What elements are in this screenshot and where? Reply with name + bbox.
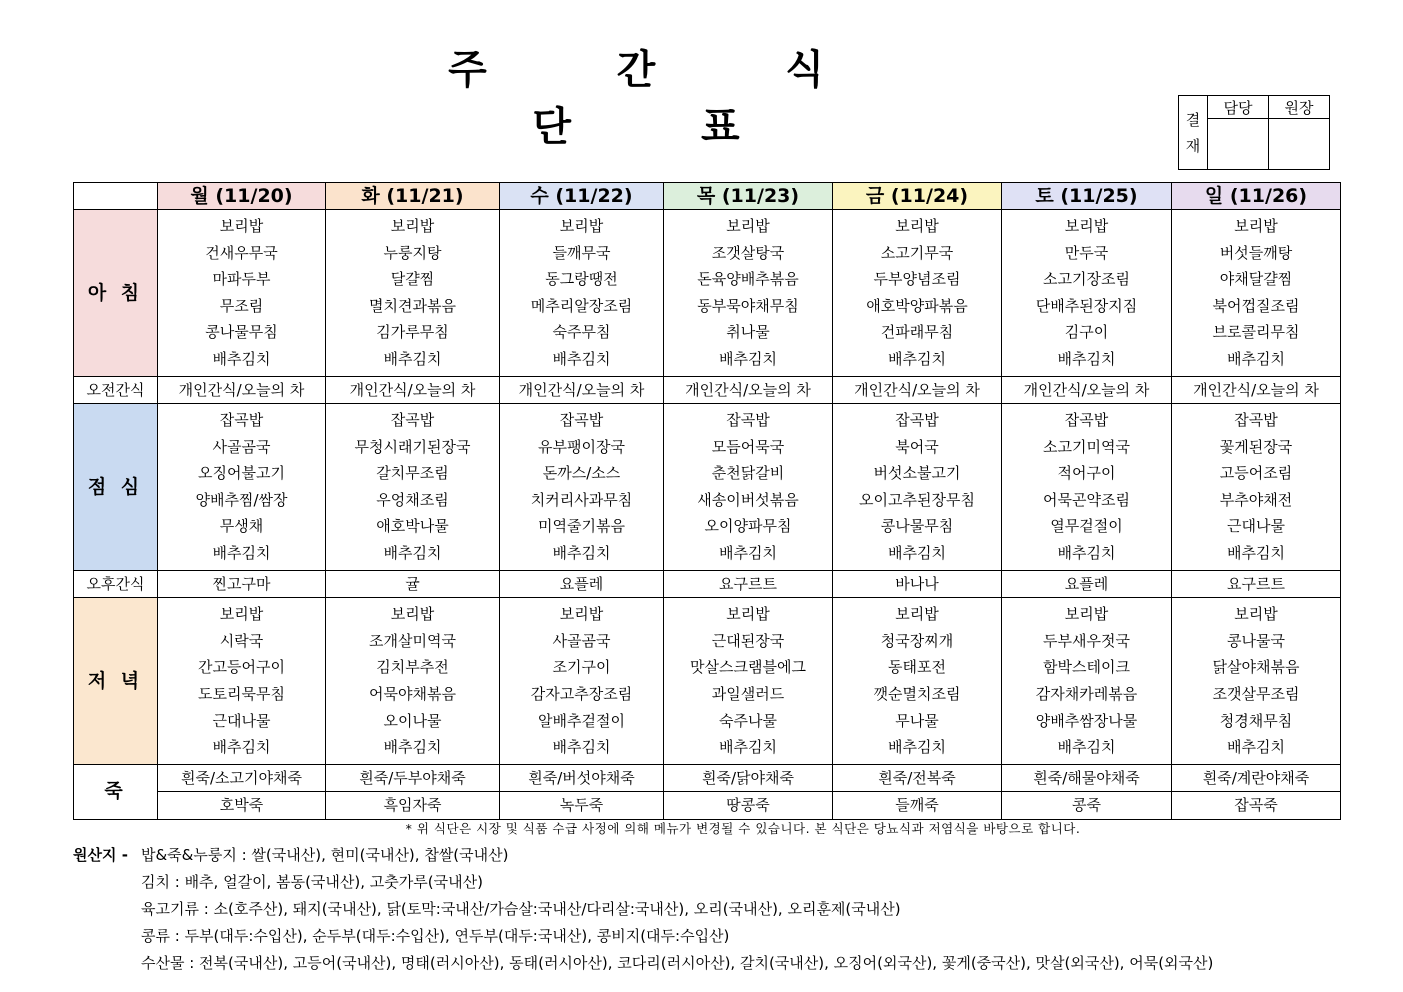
menu-item: 만두국 bbox=[1064, 243, 1109, 262]
menu-item: 깻순멸치조림 bbox=[873, 684, 961, 703]
lunch-cell bbox=[1002, 404, 1172, 571]
menu-item: 간고등어구이 bbox=[198, 658, 285, 677]
menu-item: 취나물 bbox=[726, 323, 770, 342]
menu-item: 배추김치 bbox=[1227, 544, 1285, 563]
lunch-cell bbox=[664, 404, 833, 571]
menu-item: 보리밥 bbox=[219, 605, 264, 624]
menu-item: 청경채무침 bbox=[1219, 711, 1293, 730]
porridge-cell: 흑임자죽 bbox=[326, 792, 500, 820]
menu-item: 조갯살탕국 bbox=[711, 243, 785, 262]
menu-item: 숙주나물 bbox=[719, 711, 777, 730]
snack-cell: 귤 bbox=[326, 570, 500, 598]
meal-label-porridge: 죽 bbox=[74, 764, 158, 819]
menu-item: 배추김치 bbox=[552, 738, 611, 757]
menu-item: 갈치무조림 bbox=[376, 464, 449, 483]
menu-item: 버섯들깨탕 bbox=[1219, 243, 1293, 262]
meal-label-pm-snack: 오후간식 bbox=[74, 570, 158, 598]
menu-item: 배추김치 bbox=[1227, 349, 1285, 368]
porridge-cell: 호박죽 bbox=[158, 792, 326, 820]
menu-item: 감자채카레볶음 bbox=[1035, 684, 1138, 703]
porridge-cell: 흰죽/전복죽 bbox=[833, 764, 1002, 792]
breakfast-cell bbox=[1172, 210, 1341, 377]
menu-item: 보리밥 bbox=[390, 605, 435, 624]
am-snack-row bbox=[74, 376, 1341, 404]
menu-item: 콩나물무침 bbox=[880, 517, 954, 536]
approval-side-label: 결 재 bbox=[1179, 96, 1208, 170]
breakfast-cell bbox=[833, 210, 1002, 377]
porridge-cell: 잡곡죽 bbox=[1172, 792, 1341, 820]
menu-item: 소고기미역국 bbox=[1043, 437, 1130, 456]
menu-item: 근대나물 bbox=[1227, 517, 1285, 536]
menu-item: 보리밥 bbox=[1234, 217, 1278, 235]
menu-item: 조갯살무조림 bbox=[1212, 684, 1300, 703]
menu-item: 잡곡밥 bbox=[390, 411, 435, 430]
menu-item: 야채달걀찜 bbox=[1219, 270, 1293, 289]
menu-item: 꽃게된장국 bbox=[1219, 437, 1293, 456]
snack-cell: 개인간식/오늘의 차 bbox=[500, 376, 664, 404]
menu-item: 두부양념조림 bbox=[873, 270, 961, 289]
menu-item: 오이고추된장무침 bbox=[859, 490, 975, 509]
menu-item: 어묵곤약조림 bbox=[1043, 490, 1130, 509]
menu-item: 애호박나물 bbox=[376, 517, 449, 536]
approval-col-director: 원장 bbox=[1269, 96, 1330, 119]
menu-item: 잡곡밥 bbox=[559, 411, 604, 430]
menu-item: 두부새우젓국 bbox=[1043, 631, 1130, 650]
menu-item: 김구이 bbox=[1064, 323, 1109, 342]
porridge-cell: 들깨죽 bbox=[833, 792, 1002, 820]
approval-sign-manager[interactable] bbox=[1208, 119, 1269, 170]
origin-line: 밥&죽&누룽지 : 쌀(국내산), 현미(국내산), 찹쌀(국내산) bbox=[141, 846, 509, 864]
menu-item: 메추리알장조림 bbox=[530, 296, 633, 315]
menu-item: 배추김치 bbox=[1057, 349, 1116, 368]
menu-item: 소고기장조림 bbox=[1043, 270, 1130, 289]
menu-item: 무생채 bbox=[219, 517, 264, 536]
snack-cell: 요구르트 bbox=[664, 570, 833, 598]
origin-line: 콩류 : 두부(대두:수입산), 순두부(대두:수입산), 연두부(대두:국내산), 콩비지(대두:수입산) bbox=[141, 927, 730, 945]
menu-item: 오이양파무침 bbox=[704, 517, 792, 536]
day-header: 월 (11/20) bbox=[158, 183, 326, 210]
menu-item: 브로콜리무침 bbox=[1212, 323, 1300, 342]
menu-item: 콩나물무침 bbox=[205, 323, 278, 342]
menu-item: 북어껍질조림 bbox=[1212, 296, 1300, 315]
menu-item: 청국장찌개 bbox=[880, 631, 954, 650]
menu-item: 조기구이 bbox=[552, 658, 611, 677]
meal-label-breakfast: 아 침 bbox=[74, 210, 158, 377]
menu-item: 잡곡밥 bbox=[1234, 411, 1278, 430]
snack-cell: 바나나 bbox=[833, 570, 1002, 598]
menu-item: 돈까스/소스 bbox=[542, 464, 621, 483]
snack-cell: 찐고구마 bbox=[158, 570, 326, 598]
breakfast-cell bbox=[1002, 210, 1172, 377]
menu-item: 잡곡밥 bbox=[895, 411, 939, 430]
menu-item: 치커리사과무침 bbox=[530, 490, 633, 509]
menu-item: 미역줄기볶음 bbox=[538, 517, 625, 536]
meal-label-lunch: 점 심 bbox=[74, 404, 158, 571]
day-header: 수 (11/22) bbox=[500, 183, 664, 210]
menu-item: 도토리묵무침 bbox=[198, 684, 285, 703]
porridge-cell: 흰죽/두부야채죽 bbox=[326, 764, 500, 792]
menu-item: 잡곡밥 bbox=[726, 411, 770, 430]
snack-cell: 개인간식/오늘의 차 bbox=[664, 376, 833, 404]
snack-cell: 개인간식/오늘의 차 bbox=[1172, 376, 1341, 404]
lunch-cell bbox=[833, 404, 1002, 571]
menu-item: 알배추겉절이 bbox=[538, 711, 625, 730]
snack-cell: 요플레 bbox=[500, 570, 664, 598]
menu-item: 적어구이 bbox=[1057, 464, 1116, 483]
menu-item: 단배추된장지짐 bbox=[1035, 296, 1138, 315]
menu-item: 춘천닭갈비 bbox=[711, 464, 785, 483]
breakfast-cell bbox=[326, 210, 500, 377]
menu-item: 소고기무국 bbox=[880, 243, 954, 262]
menu-item: 배추김치 bbox=[552, 544, 611, 563]
porridge-cell: 흰죽/버섯야채죽 bbox=[500, 764, 664, 792]
menu-item: 누룽지탕 bbox=[383, 243, 442, 262]
dinner-cell bbox=[1172, 598, 1341, 765]
pm-snack-row bbox=[74, 570, 1341, 598]
breakfast-row bbox=[74, 210, 1341, 377]
menu-item: 들깨무국 bbox=[552, 243, 611, 262]
lunch-row bbox=[74, 404, 1341, 571]
menu-item: 보리밥 bbox=[895, 605, 939, 624]
meal-label-dinner: 저 녁 bbox=[74, 598, 158, 765]
menu-item: 배추김치 bbox=[212, 738, 271, 757]
origin-section bbox=[73, 842, 1213, 977]
origin-line: 육고기류 : 소(호주산), 돼지(국내산), 닭(토막:국내산/가슴살:국내산/다리살:국내산), 오리(국내산), 오리훈제(국내산) bbox=[141, 900, 901, 918]
menu-item: 무청시래기된장국 bbox=[354, 437, 471, 456]
menu-notice: * 위 식단은 시장 및 식품 수급 사정에 의해 메뉴가 변경될 수 있습니다. 본 식단은 당뇨식과 저염식을 바탕으로 합니다. bbox=[405, 821, 1081, 836]
menu-item: 건파래무침 bbox=[880, 323, 954, 342]
page-title: 주 간 식 단 표 bbox=[448, 47, 882, 150]
snack-cell: 요플레 bbox=[1002, 570, 1172, 598]
menu-item: 보리밥 bbox=[1064, 605, 1109, 624]
menu-item: 보리밥 bbox=[1234, 605, 1278, 624]
menu-item: 배추김치 bbox=[888, 738, 946, 757]
menu-item: 배추김치 bbox=[888, 544, 946, 563]
menu-item: 잡곡밥 bbox=[219, 411, 264, 430]
menu-item: 김가루무침 bbox=[376, 323, 449, 342]
lunch-cell bbox=[158, 404, 326, 571]
snack-cell: 개인간식/오늘의 차 bbox=[833, 376, 1002, 404]
menu-item: 배추김치 bbox=[383, 738, 442, 757]
menu-item: 배추김치 bbox=[719, 349, 777, 368]
menu-item: 오징어불고기 bbox=[198, 464, 285, 483]
porridge-cell: 녹두죽 bbox=[500, 792, 664, 820]
origin-line: 수산물 : 전복(국내산), 고등어(국내산), 명태(러시아산), 동태(러시아산), 코다리(러시아산), 갈치(국내산), 오징어(외국산), 꽃게(중국산), 맛살(외국산), 어묵(외국산) bbox=[141, 954, 1214, 972]
menu-item: 열무겉절이 bbox=[1050, 517, 1123, 536]
menu-item: 양배추찜/쌈장 bbox=[195, 490, 288, 509]
porridge-cell: 땅콩죽 bbox=[664, 792, 833, 820]
dinner-cell bbox=[158, 598, 326, 765]
snack-cell: 요구르트 bbox=[1172, 570, 1341, 598]
origin-line: 김치 : 배추, 얼갈이, 봄동(국내산), 고춧가루(국내산) bbox=[141, 873, 483, 891]
day-header-row bbox=[74, 183, 1341, 210]
menu-item: 동부묵야채무침 bbox=[697, 296, 799, 315]
origin-label: 원산지 - bbox=[73, 846, 128, 864]
menu-item: 북어국 bbox=[895, 437, 939, 456]
dinner-cell bbox=[1002, 598, 1172, 765]
approval-box bbox=[1178, 95, 1330, 170]
menu-item: 보리밥 bbox=[219, 217, 264, 235]
menu-item: 닭살야채볶음 bbox=[1212, 658, 1300, 677]
menu-item: 함박스테이크 bbox=[1043, 658, 1130, 677]
menu-item: 부추야채전 bbox=[1219, 490, 1293, 509]
menu-item: 배추김치 bbox=[552, 349, 611, 368]
menu-item: 시락국 bbox=[219, 631, 264, 650]
menu-item: 마파두부 bbox=[212, 270, 271, 289]
approval-sign-director[interactable] bbox=[1269, 119, 1330, 170]
day-header: 일 (11/26) bbox=[1172, 183, 1341, 210]
porridge-row-2 bbox=[74, 792, 1341, 820]
menu-item: 사골곰국 bbox=[212, 437, 271, 456]
menu-item: 과일샐러드 bbox=[711, 684, 785, 703]
dinner-cell bbox=[500, 598, 664, 765]
menu-item: 배추김치 bbox=[1057, 738, 1116, 757]
lunch-cell bbox=[326, 404, 500, 571]
menu-item: 근대나물 bbox=[212, 711, 271, 730]
menu-item: 애호박양파볶음 bbox=[866, 296, 968, 315]
menu-item: 오이나물 bbox=[383, 711, 442, 730]
menu-item: 우엉채조림 bbox=[376, 490, 449, 509]
menu-item: 숙주무침 bbox=[552, 323, 611, 342]
approval-col-manager: 담당 bbox=[1208, 96, 1269, 119]
dinner-cell bbox=[833, 598, 1002, 765]
menu-item: 동태포전 bbox=[888, 658, 946, 677]
day-header: 금 (11/24) bbox=[833, 183, 1002, 210]
menu-item: 어묵야채볶음 bbox=[369, 684, 456, 703]
menu-item: 배추김치 bbox=[383, 544, 442, 563]
menu-item: 잡곡밥 bbox=[1064, 411, 1109, 430]
menu-item: 보리밥 bbox=[390, 217, 435, 235]
snack-cell: 개인간식/오늘의 차 bbox=[1002, 376, 1172, 404]
day-header: 화 (11/21) bbox=[326, 183, 500, 210]
porridge-cell: 흰죽/소고기야채죽 bbox=[158, 764, 326, 792]
menu-item: 모듬어묵국 bbox=[711, 437, 785, 456]
menu-item: 보리밥 bbox=[1064, 217, 1109, 235]
menu-item: 배추김치 bbox=[1227, 738, 1285, 757]
menu-item: 배추김치 bbox=[383, 349, 442, 368]
menu-item: 배추김치 bbox=[719, 544, 777, 563]
porridge-cell: 콩죽 bbox=[1002, 792, 1172, 820]
menu-item: 버섯소불고기 bbox=[873, 464, 961, 483]
lunch-cell bbox=[500, 404, 664, 571]
menu-item: 사골곰국 bbox=[552, 631, 611, 650]
breakfast-cell bbox=[664, 210, 833, 377]
menu-item: 양배추쌈장나물 bbox=[1035, 711, 1138, 730]
snack-cell: 개인간식/오늘의 차 bbox=[326, 376, 500, 404]
porridge-cell: 흰죽/계란야채죽 bbox=[1172, 764, 1341, 792]
menu-item: 유부팽이장국 bbox=[538, 437, 625, 456]
menu-item: 멸치견과볶음 bbox=[369, 296, 456, 315]
day-header: 목 (11/23) bbox=[664, 183, 833, 210]
menu-item: 보리밥 bbox=[559, 605, 604, 624]
menu-item: 맛살스크램블에그 bbox=[690, 658, 806, 677]
menu-item: 건새우무국 bbox=[205, 243, 278, 262]
menu-item: 콩나물국 bbox=[1227, 631, 1285, 650]
menu-item: 김치부추전 bbox=[376, 658, 449, 677]
menu-item: 돈육양배추볶음 bbox=[697, 270, 799, 289]
menu-item: 감자고추장조림 bbox=[530, 684, 633, 703]
menu-item: 배추김치 bbox=[888, 349, 946, 368]
dinner-cell bbox=[664, 598, 833, 765]
dinner-cell bbox=[326, 598, 500, 765]
menu-item: 새송이버섯볶음 bbox=[697, 490, 799, 509]
porridge-row-1 bbox=[74, 764, 1341, 792]
dinner-row bbox=[74, 598, 1341, 765]
menu-item: 달걀찜 bbox=[390, 270, 435, 289]
breakfast-cell bbox=[158, 210, 326, 377]
breakfast-cell bbox=[500, 210, 664, 377]
menu-item: 조개살미역국 bbox=[369, 631, 456, 650]
menu-item: 동그랑땡전 bbox=[545, 270, 618, 289]
menu-item: 보리밥 bbox=[726, 605, 770, 624]
menu-item: 무조림 bbox=[219, 296, 264, 315]
porridge-cell: 흰죽/해물야채죽 bbox=[1002, 764, 1172, 792]
lunch-cell bbox=[1172, 404, 1341, 571]
menu-item: 무나물 bbox=[895, 711, 939, 730]
weekly-menu-table bbox=[73, 182, 1341, 820]
day-header: 토 (11/25) bbox=[1002, 183, 1172, 210]
meal-label-am-snack: 오전간식 bbox=[74, 376, 158, 404]
menu-item: 보리밥 bbox=[726, 217, 770, 235]
menu-item: 보리밥 bbox=[559, 217, 604, 235]
menu-item: 배추김치 bbox=[212, 349, 271, 368]
menu-item: 고등어조림 bbox=[1219, 464, 1293, 483]
menu-item: 배추김치 bbox=[1057, 544, 1116, 563]
menu-item: 배추김치 bbox=[719, 738, 777, 757]
menu-item: 근대된장국 bbox=[711, 631, 785, 650]
menu-item: 배추김치 bbox=[212, 544, 271, 563]
menu-item: 보리밥 bbox=[895, 217, 939, 235]
snack-cell: 개인간식/오늘의 차 bbox=[158, 376, 326, 404]
porridge-cell: 흰죽/닭야채죽 bbox=[664, 764, 833, 792]
corner-cell bbox=[74, 183, 158, 210]
